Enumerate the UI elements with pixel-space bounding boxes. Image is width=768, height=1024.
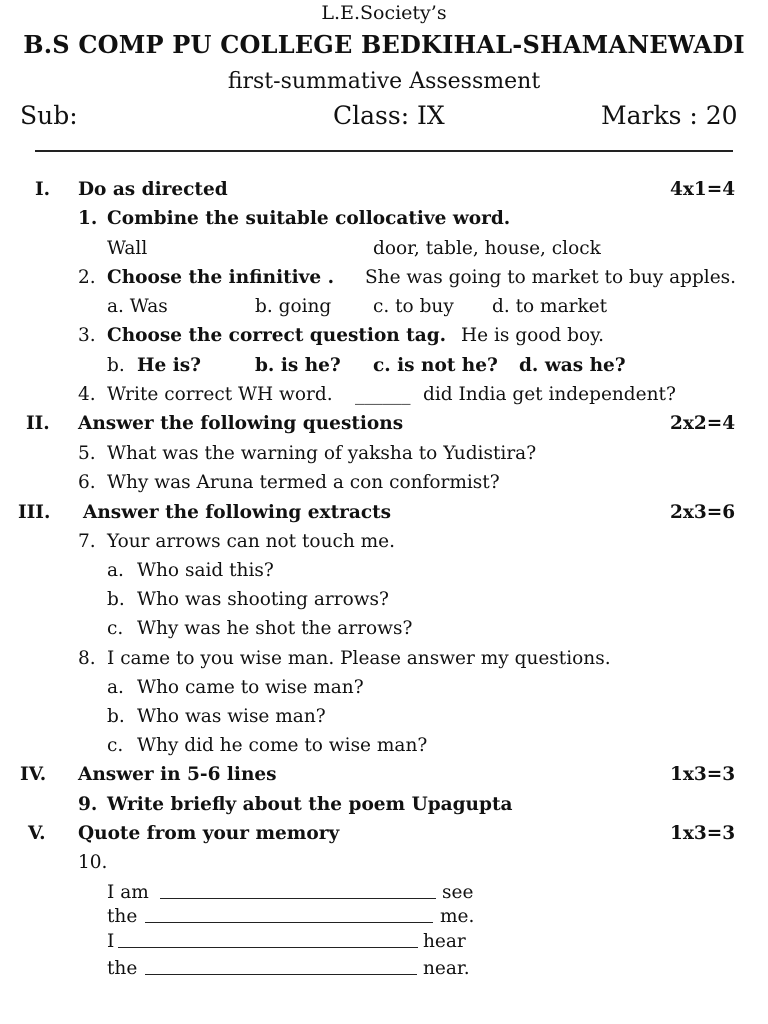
section-marks: 2x3=6 <box>670 502 736 523</box>
poem-line-start: the <box>107 906 138 927</box>
poem-line-end: near. <box>423 958 470 979</box>
question-sentence: He is good boy. <box>461 325 604 346</box>
question-rest: did India get independent? <box>423 384 676 405</box>
college-name: B.S COMP PU COLLEGE BEDKIHAL-SHAMANEWADI <box>23 30 745 59</box>
option-c: c. is not he? <box>373 355 498 376</box>
question-number: 5. <box>78 443 96 464</box>
poem-blank <box>145 958 417 975</box>
sub-question-letter: b. <box>107 589 125 610</box>
poem-line-start: I <box>107 931 115 952</box>
sub-question-text: Why was he shot the arrows? <box>137 618 413 639</box>
section-number: II. <box>26 413 50 434</box>
question-number: 8. <box>78 648 96 669</box>
sub-question-letter: a. <box>107 677 124 698</box>
subject-label: Sub: <box>20 101 78 130</box>
section-number: V. <box>28 823 46 844</box>
sub-question-text: Who was shooting arrows? <box>137 589 389 610</box>
question-text: Choose the infinitive . <box>107 267 335 288</box>
poem-line-start: the <box>107 958 138 979</box>
question-sentence: She was going to market to buy apples. <box>365 267 737 288</box>
sub-question-text: Who said this? <box>137 560 274 581</box>
poem-blank <box>160 882 436 899</box>
sub-question-text: Who was wise man? <box>137 706 326 727</box>
question-text: Write briefly about the poem Upagupta <box>107 794 513 815</box>
poem-line-end: see <box>442 882 474 903</box>
question-number: 3. <box>78 325 96 346</box>
question-text: Why was Aruna termed a con conformist? <box>107 472 500 493</box>
sub-question-text: Who came to wise man? <box>137 677 364 698</box>
question-text: I came to you wise man. Please answer my questions. <box>107 648 611 669</box>
option-a: He is? <box>137 355 201 376</box>
section-title: Do as directed <box>78 179 228 200</box>
poem-blank <box>145 906 433 923</box>
section-marks: 1x3=3 <box>670 823 736 844</box>
question-number: 9. <box>78 794 98 815</box>
section-title: Quote from your memory <box>78 823 340 844</box>
question-number: 6. <box>78 472 96 493</box>
section-marks: 2x2=4 <box>670 413 736 434</box>
poem-line-start: I am <box>107 882 149 903</box>
sub-question-letter: a. <box>107 560 124 581</box>
section-number: I. <box>35 179 51 200</box>
question-text: Choose the correct question tag. <box>107 325 447 346</box>
question-text: Combine the suitable collocative word. <box>107 208 511 229</box>
poem-line-end: hear <box>423 931 466 952</box>
assessment-title: first-summative Assessment <box>227 69 541 94</box>
section-number: IV. <box>20 764 47 785</box>
section-marks: 4x1=4 <box>670 179 736 200</box>
header-divider <box>35 150 733 152</box>
question-number: 4. <box>78 384 96 405</box>
option-a: a. Was <box>107 296 168 317</box>
answer-blank: ______ <box>355 384 411 405</box>
class-label: Class: IX <box>333 101 445 130</box>
question-number: 1. <box>78 208 98 229</box>
option-c: c. to buy <box>373 296 454 317</box>
question-text: What was the warning of yaksha to Yudistira? <box>107 443 537 464</box>
section-title: Answer the following questions <box>78 413 404 434</box>
sub-question-text: Why did he come to wise man? <box>137 735 428 756</box>
section-title: Answer in 5-6 lines <box>78 764 277 785</box>
sub-question-letter: c. <box>107 735 124 756</box>
option-prefix: b. <box>107 355 125 376</box>
option-b: b. going <box>255 296 332 317</box>
option-d: d. to market <box>492 296 608 317</box>
sub-question-letter: b. <box>107 706 125 727</box>
section-title: Answer the following extracts <box>83 502 392 523</box>
collocation-options: door, table, house, clock <box>373 238 601 259</box>
poem-blank <box>118 931 418 948</box>
marks-label: Marks : 20 <box>601 101 738 130</box>
sub-question-letter: c. <box>107 618 124 639</box>
question-number: 7. <box>78 531 96 552</box>
society-name: L.E.Society’s <box>321 2 447 24</box>
option-d: d. was he? <box>519 355 626 376</box>
question-text: Your arrows can not touch me. <box>107 531 396 552</box>
option-b: b. is he? <box>255 355 341 376</box>
section-marks: 1x3=3 <box>670 764 736 785</box>
question-text: Write correct WH word. <box>107 384 333 405</box>
section-number: III. <box>18 502 51 523</box>
question-number: 2. <box>78 267 96 288</box>
poem-line-end: me. <box>440 906 475 927</box>
collocation-word: Wall <box>107 238 148 259</box>
question-number: 10. <box>78 852 108 873</box>
